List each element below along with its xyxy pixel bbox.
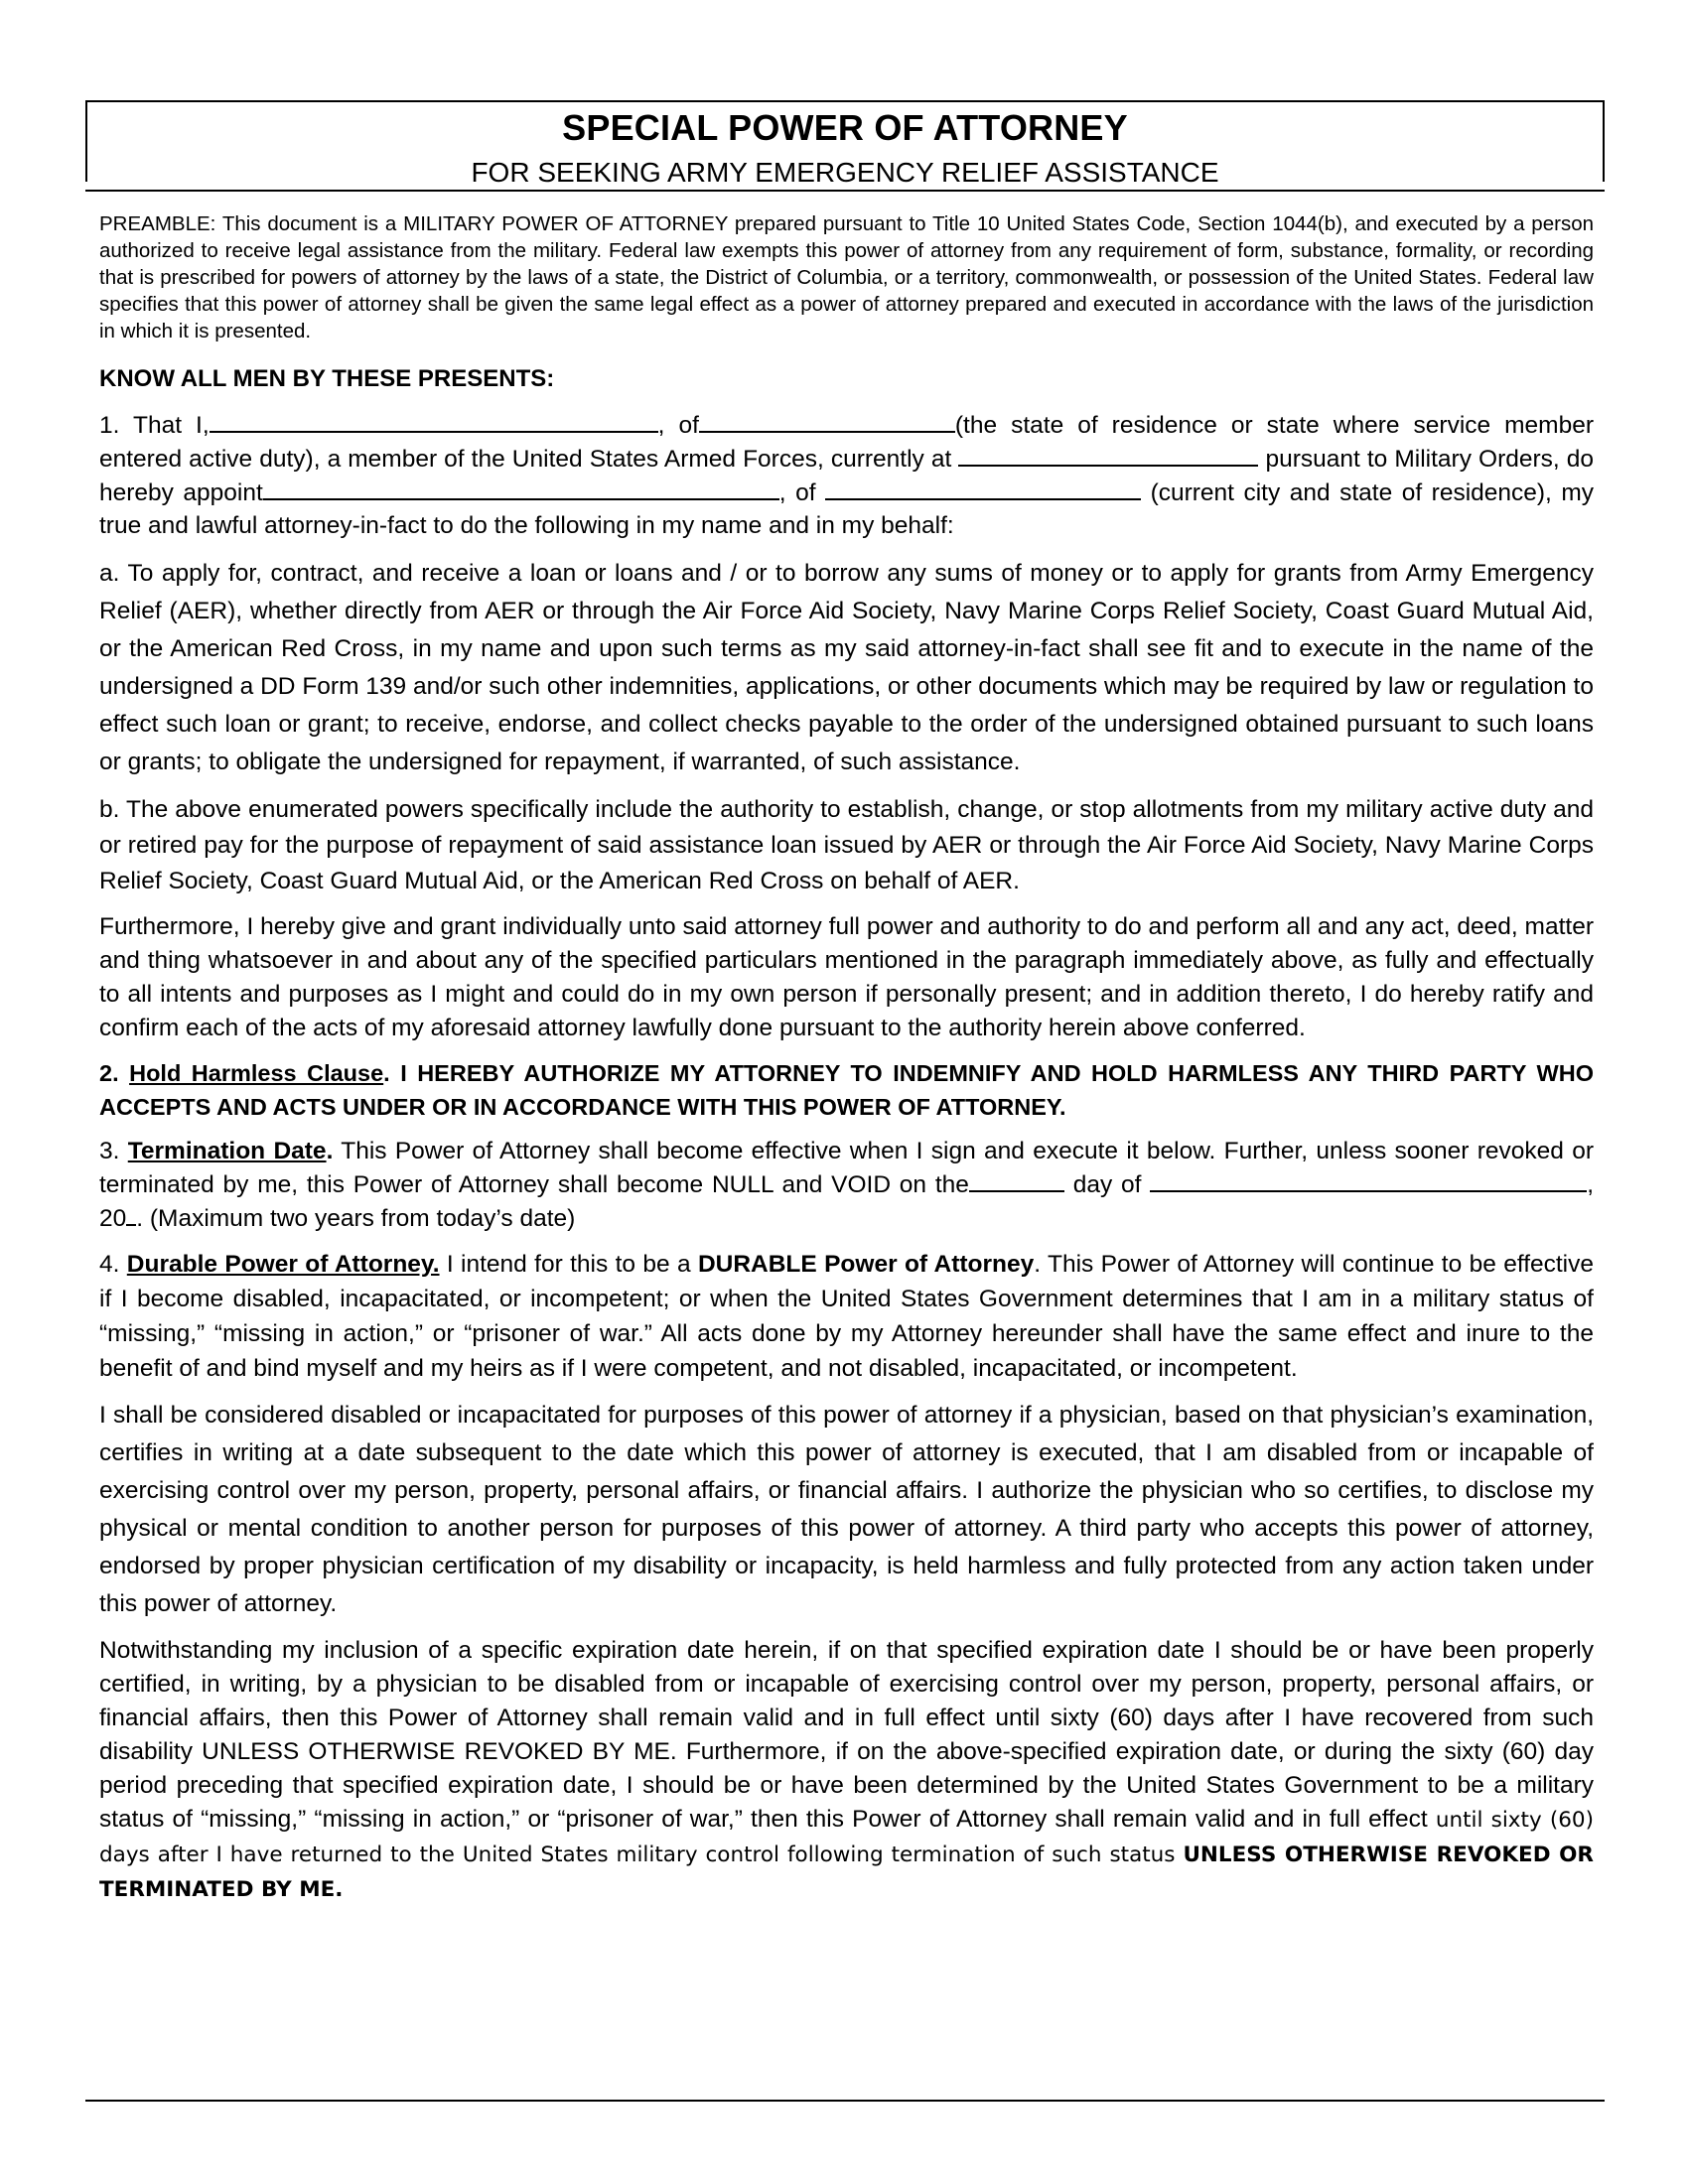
paragraph-a: a. To apply for, contract, and receive a loan or loans and / or to borrow any sums of money or to apply for grants from Army Emergency Relief (AER), whether directly from AER or through the Air Force Aid Society, Navy Marine Corps Relief Society, Coast Guard Mutual Aid, or the American Red Cross, in my name and upon such terms as my said attorney-in-fact shall see fit and to execute in the name of the undersigned a DD Form 139 and/or such other indemnities, applications, or other documents which may be required by law or regulation to effect such loan or grant; to receive, endorse, and collect checks payable to the order of the undersigned obtained pursuant to such loans or grants; to obligate the undersigned for repayment, if warranted, of such assistance.	[99, 560, 1594, 775]
p3-day-of: day of	[1072, 1171, 1142, 1198]
p1-text-d: pursuant to Military Orders, do hereby appoint	[99, 446, 1595, 506]
attorney-residence-field[interactable]	[825, 476, 1141, 500]
paragraph-2	[99, 1056, 1594, 1124]
disabled-paragraph: I shall be considered disabled or incapacitated for purposes of this power of attorney if a physician, based on that physician’s examination, certifies in writing at a date subsequent to the date which this power of attorney is executed, that I am disabled from or incapable of exercising control over my person, property, personal affairs, or financial affairs. I authorize the physician who so certifies, to disclose my physical or mental condition to another person for purposes of this power of attorney. A third party who accepts this power of attorney, endorsed by proper physician certification of my disability or incapacity, is held harmless and fully protected from any action taken under this power of attorney.	[99, 1402, 1594, 1617]
header-rule	[85, 190, 1605, 192]
p2-text: . I HEREBY AUTHORIZE MY ATTORNEY TO INDEMNIFY AND HOLD HARMLESS ANY THIRD PARTY WHO ACCEPTS AND ACTS UNDER OR IN ACCORDANCE WITH THIS POWER OF ATTORNEY.	[99, 1060, 1594, 1120]
preamble: PREAMBLE: This document is a MILITARY POWER OF ATTORNEY prepared pursuant to Title 10 United States Code, Section 1044(b), and executed by a person authorized to receive legal assistance from the military. Federal law exempts this power of attorney from any requirement of form, substance, formality, or recording that is prescribed for powers of attorney by the laws of a state, the District of Columbia, or a territory, commonwealth, or possession of the United States. Federal law specifies that this power of attorney shall be given the same legal effect as a power of attorney prepared and executed in accordance with the laws of the jurisdiction in which it is presented.	[99, 212, 1594, 342]
document-title: SPECIAL POWER OF ATTORNEY	[562, 107, 1128, 148]
hold-harmless-heading: Hold Harmless Clause	[129, 1060, 384, 1086]
paragraph-4	[99, 1247, 1594, 1386]
notwith-text-3: UNLESS OTHERWISE REVOKED OR TERMINATED BY ME.	[99, 1843, 1594, 1902]
document-subtitle: FOR SEEKING ARMY EMERGENCY RELIEF ASSISTANCE	[471, 157, 1219, 188]
notwith-text-1: Notwithstanding my inclusion of a specific expiration date herein, if on that specified expiration date I should be or have been properly certified, in writing, by a physician to be disabled from or incapable of exercising control over my person, property, personal affairs, or financial affairs, then this Power of Attorney shall remain valid and in full effect until sixty (60) days after I have recovered from such disability UNLESS OTHERWISE REVOKED BY ME. Furthermore, if on the above-specified expiration date, or during the sixty (60) day period preceding that specified expiration date, I should be or have been determined by the United States Government to be a military status of “missing,” “missing in action,” or “prisoner of war,” then this Power of Attorney shall remain valid and in full effect	[99, 1637, 1594, 1833]
p4-text-2: . This Power of Attorney will continue to be effective if I become disabled, incapacitated, or incompetent; or when the United States Government determines that I am in a military status of “missing,” “missing in action,” or “prisoner of war.” All acts done by my Attorney hereunder shall have the same effect and inure to the benefit of and bind myself and my heirs as if I were competent, and not disabled, incapacitated, or incompetent.	[99, 1251, 1594, 1382]
paragraph-3	[99, 1135, 1594, 1235]
p3-heading-dot: .	[326, 1138, 334, 1164]
document-body	[99, 210, 1594, 1907]
termination-day-field[interactable]	[969, 1167, 1064, 1192]
frame-top-border	[85, 100, 1605, 102]
notwithstanding-paragraph	[99, 1634, 1594, 1907]
p1-text-f: (current city and state of residence), my true and lawful attorney-in-fact to do the following in my name and in my behalf:	[99, 479, 1595, 539]
p1-text-c: (the state of residence or state where service member entered active duty), a member of the United States Armed Forces, currently at	[99, 412, 1594, 473]
notwith-text-2: until sixty (60) days after I have returned to the United States military control following termination of such status	[99, 1808, 1594, 1867]
paragraph-b: b. The above enumerated powers specifically include the authority to establish, change, or stop allotments from my military active duty and or retired pay for the purpose of repayment of said assistance loan issued by AER or through the Air Force Aid Society, Navy Marine Corps Relief Society, Coast Guard Mutual Aid, or the American Red Cross on behalf of AER.	[99, 796, 1594, 894]
p3-year: , 20	[99, 1171, 1595, 1232]
bottom-rule	[85, 2100, 1605, 2102]
p1-text-a: 1. That I,	[99, 412, 210, 439]
current-location-field[interactable]	[958, 442, 1258, 467]
know-all-heading: KNOW ALL MEN BY THESE PRESENTS:	[99, 365, 555, 392]
p4-number: 4.	[99, 1251, 127, 1278]
p4-text-1: I intend for this to be a	[439, 1251, 698, 1278]
p3-text: This Power of Attorney shall become effective when I sign and execute it below. Further, unless sooner revoked or terminated by me, this Power of Attorney shall become NULL and VOID on the	[99, 1138, 1595, 1198]
termination-year-field[interactable]	[126, 1201, 136, 1226]
attorney-name-field[interactable]	[263, 476, 779, 500]
furthermore-paragraph: Furthermore, I hereby give and grant individually unto said attorney full power and authority to do and perform all and any act, deed, matter and thing whatsoever in and about any of the specified particulars mentioned in the paragraph immediately above, as fully and effectually to all intents and purposes as I might and could do in my own person if personally present; and in addition thereto, I do hereby ratify and confirm each of the acts of my aforesaid attorney lawfully done pursuant to the authority herein above conferred.	[99, 913, 1594, 1041]
principal-state-field[interactable]	[699, 408, 955, 433]
termination-date-heading: Termination Date	[127, 1138, 327, 1164]
termination-month-field[interactable]	[1150, 1167, 1587, 1192]
durable-poa-heading: Durable Power of Attorney.	[126, 1251, 440, 1278]
p1-text-e: , of	[778, 479, 816, 506]
p1-text-b: , of	[657, 412, 699, 439]
p4-bold-text: DURABLE Power of Attorney	[697, 1251, 1035, 1278]
p3-tail: . (Maximum two years from today’s date)	[136, 1205, 576, 1232]
p2-number: 2.	[99, 1060, 130, 1086]
paragraph-1	[99, 408, 1594, 542]
p3-number: 3.	[99, 1138, 128, 1164]
principal-name-field[interactable]	[210, 408, 658, 433]
